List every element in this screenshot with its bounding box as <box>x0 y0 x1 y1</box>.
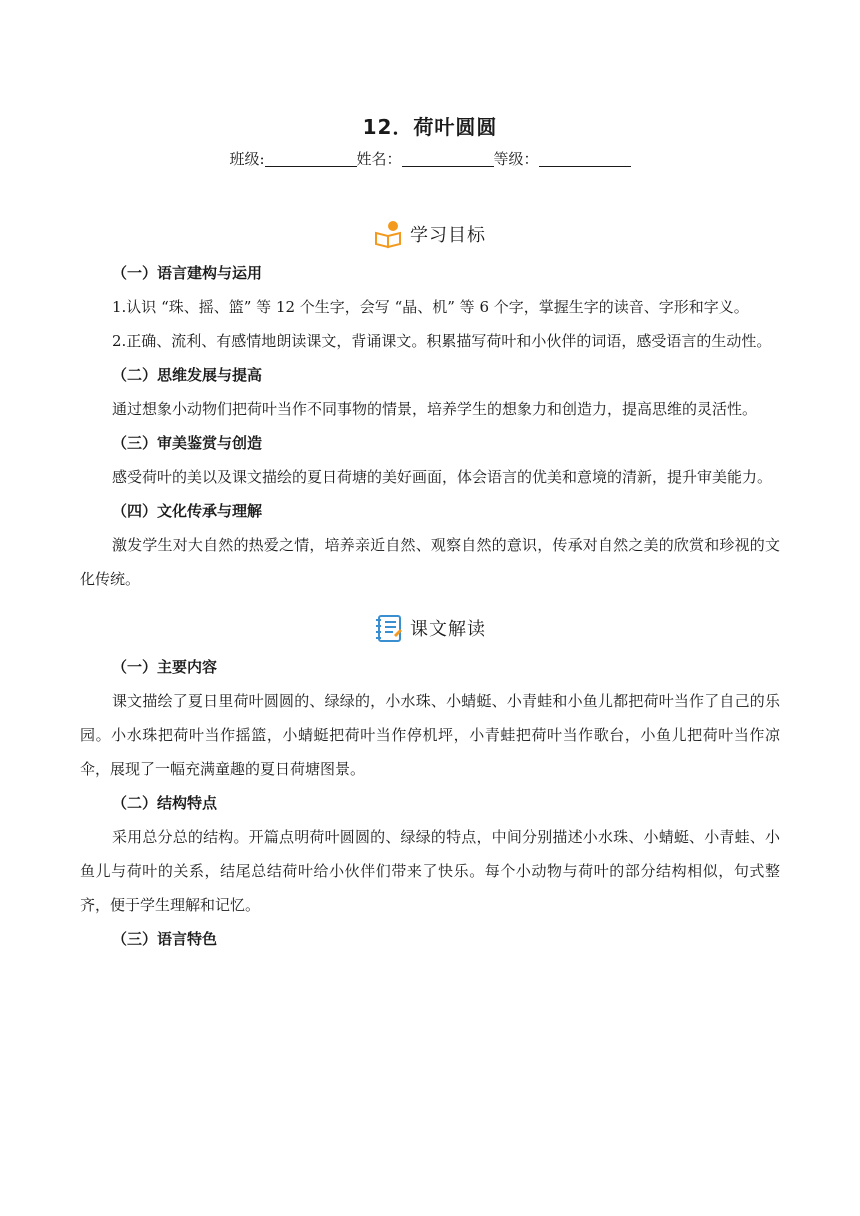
paragraph: 激发学生对大自然的热爱之情，培养亲近自然、观察自然的意识，传承对自然之美的欣赏和珍视的文化传统。 <box>80 536 780 588</box>
reading-person-icon <box>374 219 404 249</box>
paragraph: 2.正确、流利、有感情地朗读课文，背诵课文。积累描写荷叶和小伙伴的词语，感受语言的生动性。 <box>112 332 772 350</box>
paragraph: 感受荷叶的美以及课文描绘的夏日荷塘的美好画面，体会语言的优美和意境的清新，提升审美能力。 <box>112 468 773 486</box>
section-heading-label: 课文解读 <box>410 619 486 640</box>
subheading-structure: （二）结构特点 <box>112 794 218 812</box>
paragraph: 通过想象小动物们把荷叶当作不同事物的情景，培养学生的想象力和创造力，提高思维的灵活性。 <box>112 400 758 418</box>
subheading-main-content: （一）主要内容 <box>112 658 218 676</box>
paragraph: 1.认识 “珠、摇、篮” 等 12 个生字，会写 “晶、机” 等 6 个字，掌握生字的读音、字形和字义。 <box>112 298 749 316</box>
class-blank[interactable] <box>265 148 357 167</box>
notebook-icon <box>374 613 404 643</box>
section-heading-label: 学习目标 <box>410 225 486 246</box>
class-label: 班级: <box>229 150 265 168</box>
grade-label: 等级： <box>493 150 539 168</box>
paragraph: 采用总分总的结构。开篇点明荷叶圆圆的、绿绿的特点，中间分别描述小水珠、小蜻蜓、小青蛙、小鱼儿与荷叶的关系，结尾总结荷叶给小伙伴们带来了快乐。每个小动物与荷叶的部分结构相似，句式整齐，便于学生理解和记忆。 <box>80 828 780 914</box>
document-title: 12．荷叶圆圆 <box>362 115 498 139</box>
student-info-line <box>80 144 780 174</box>
grade-blank[interactable] <box>539 148 631 167</box>
name-label: 姓名： <box>356 150 402 168</box>
subheading-culture: （四）文化传承与理解 <box>112 502 263 520</box>
subheading-language-features: （三）语言特色 <box>112 930 218 948</box>
name-blank[interactable] <box>402 148 494 167</box>
subheading-language: （一）语言建构与运用 <box>112 264 263 282</box>
paragraph: 课文描绘了夏日里荷叶圆圆的、绿绿的，小水珠、小蜻蜓、小青蛙和小鱼儿都把荷叶当作了自己的乐园。小水珠把荷叶当作摇篮，小蜻蜓把荷叶当作停机坪，小青蛙把荷叶当作歌台，小鱼儿把荷叶当作凉伞，展现了一幅充满童趣的夏日荷塘图景。 <box>80 692 780 778</box>
section-heading-text-analysis <box>80 610 780 646</box>
document-page <box>80 110 780 956</box>
subheading-aesthetic: （三）审美鉴赏与创造 <box>112 434 263 452</box>
subheading-thinking: （二）思维发展与提高 <box>112 366 263 384</box>
section-heading-learning-goals <box>80 216 780 252</box>
